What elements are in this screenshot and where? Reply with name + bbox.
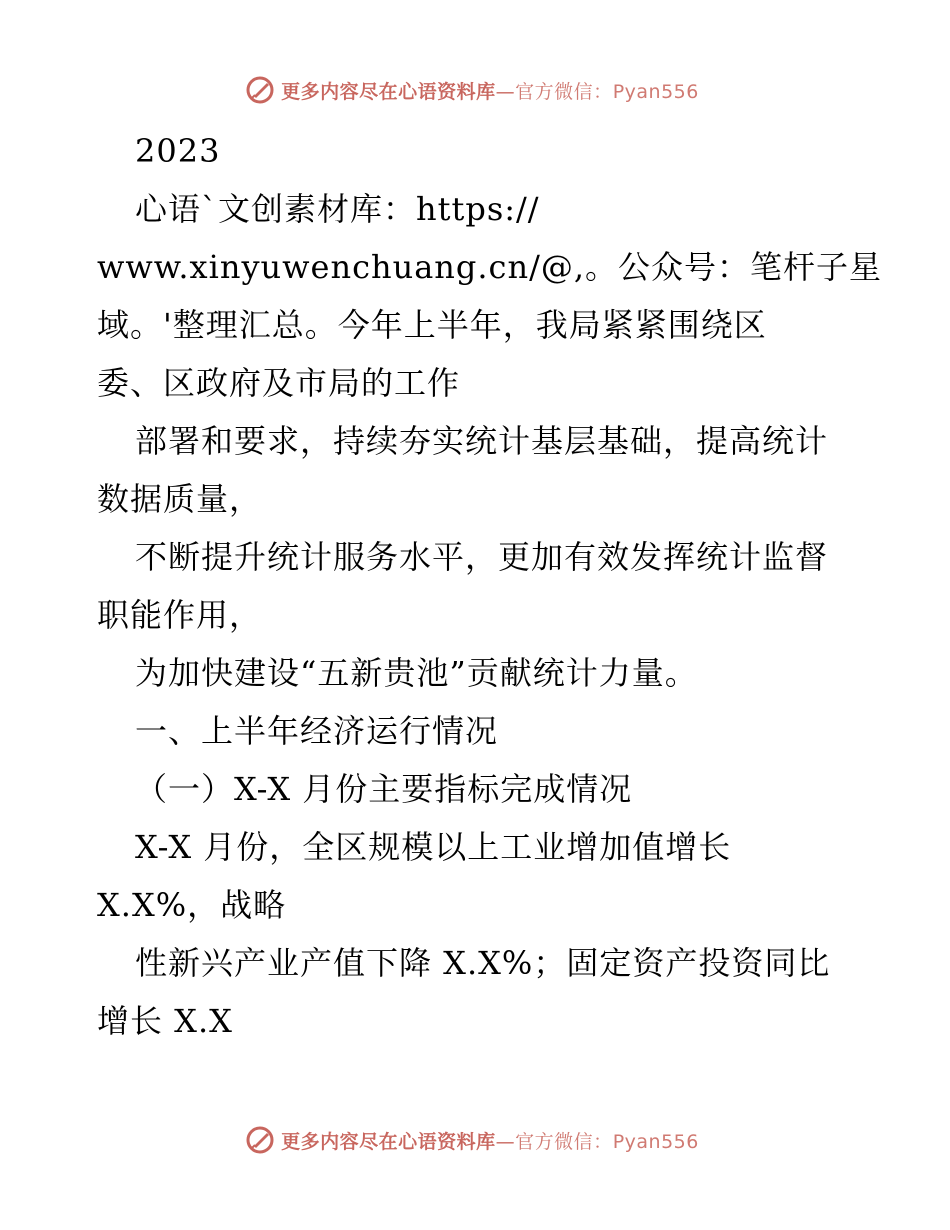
text-line: 2023: [135, 132, 221, 170]
text-line: 不断提升统计服务水平，更加有效发挥统计监督: [135, 538, 829, 576]
text-line: 职能作用，: [97, 596, 263, 634]
header-watermark-banner: [0, 70, 950, 110]
banner-main-text: 更多内容尽在心语资料库: [281, 80, 496, 103]
text-line: www.xinyuwenchuang.cn/@,。公众号：笔杆子星: [97, 248, 883, 286]
banner-main-text: 更多内容尽在心语资料库: [281, 1130, 496, 1153]
text-line: 心语`文创素材库：https://: [135, 190, 540, 228]
banner-wechat-id: Pyan556: [612, 80, 699, 103]
text-line: X-X 月份，全区规模以上工业增加值增长: [135, 828, 732, 866]
text-line: X.X%，战略: [97, 886, 287, 924]
text-line: 委、区政府及市局的工作: [97, 364, 461, 402]
banner-separator: —: [495, 1130, 516, 1153]
text-line: 为加快建设“五新贵池”贡献统计力量。: [135, 654, 698, 692]
text-line: 性新兴产业产值下降 X.X%；固定资产投资同比: [135, 944, 831, 982]
quill-in-circle-icon: [245, 75, 275, 105]
banner-text: [281, 77, 699, 104]
text-line: （一）X-X 月份主要指标完成情况: [135, 770, 633, 808]
banner-wechat-label: 官方微信：: [515, 1130, 613, 1153]
text-line: 数据质量，: [97, 480, 263, 518]
document-body: [97, 122, 897, 1050]
text-line: 域。'整理汇总。今年上半年，我局紧紧围绕区: [97, 306, 767, 344]
banner-text: [281, 1127, 699, 1154]
quill-in-circle-icon: [245, 1125, 275, 1155]
text-line: 一、上半年经济运行情况: [135, 712, 499, 750]
footer-watermark-banner: [0, 1120, 950, 1160]
text-line: 增长 X.X: [97, 1002, 233, 1040]
banner-wechat-id: Pyan556: [612, 1130, 699, 1153]
banner-separator: —: [495, 80, 516, 103]
text-line: 部署和要求，持续夯实统计基层基础，提高统计: [135, 422, 829, 460]
banner-wechat-label: 官方微信：: [515, 80, 613, 103]
